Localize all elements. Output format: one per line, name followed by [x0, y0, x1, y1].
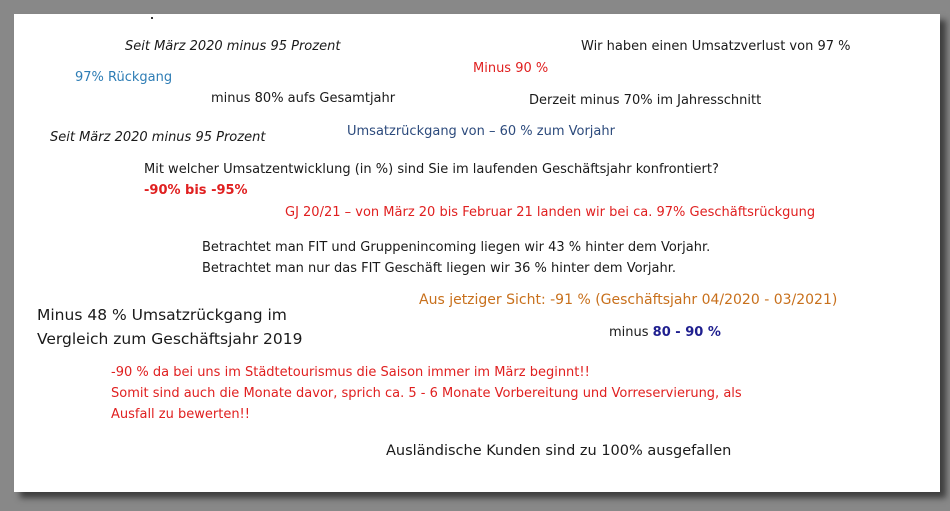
quote-minus-80-gesamtjahr: minus 80% aufs Gesamtjahr — [211, 91, 396, 106]
quote-90-bis-95: -90% bis -95% — [144, 183, 248, 198]
quote-auslaendische-kunden: Ausländische Kunden sind zu 100% ausgefallen — [386, 443, 732, 459]
quote-fit-gruppen-line1: Betrachtet man FIT und Gruppenincoming liegen wir 43 % hinter dem Vorjahr. — [202, 240, 711, 255]
quote-minus-90: Minus 90 % — [473, 61, 549, 76]
quote-minus-80-90-prefix: minus — [609, 325, 653, 340]
quote-seit-maerz-1: Seit März 2020 minus 95 Prozent — [125, 39, 341, 54]
quote-minus-48-line2: Vergleich zum Geschäftsjahr 2019 — [37, 330, 303, 348]
quote-aus-jetziger-sicht: Aus jetziger Sicht: -91 % (Geschäftsjahr 04/2020 - 03/2021) — [419, 292, 838, 308]
quote-board — [14, 14, 940, 492]
quote-minus-48-line1: Minus 48 % Umsatzrückgang im — [37, 306, 287, 324]
quote-seit-maerz-2: Seit März 2020 minus 95 Prozent — [50, 130, 266, 145]
quote-fit-gruppen-line2: Betrachtet man nur das FIT Geschäft liegen wir 36 % hinter dem Vorjahr. — [202, 261, 676, 276]
quote-minus-80-90 — [609, 325, 721, 341]
survey-question: Mit welcher Umsatzentwicklung (in %) sind Sie im laufenden Geschäftsjahr konfrontiert? — [144, 162, 719, 177]
quote-97-rueckgang: 97% Rückgang — [75, 70, 173, 85]
quote-minus-70-jahresschnitt: Derzeit minus 70% im Jahresschnitt — [529, 93, 762, 108]
quote-gj-20-21: GJ 20/21 – von März 20 bis Februar 21 landen wir bei ca. 97% Geschäftsrückgung — [285, 205, 816, 220]
quote-staedtetourismus-line3: Ausfall zu bewerten!! — [111, 407, 250, 422]
stray-dot — [151, 17, 153, 19]
quote-umsatzverlust-97: Wir haben einen Umsatzverlust von 97 % — [581, 39, 851, 54]
quote-minus-80-90-value: 80 - 90 % — [652, 325, 721, 340]
quote-staedtetourismus-line2: Somit sind auch die Monate davor, sprich ca. 5 - 6 Monate Vorbereitung und Vorreservierung, als — [111, 386, 742, 401]
quote-staedtetourismus-line1: -90 % da bei uns im Städtetourismus die Saison immer im März beginnt!! — [111, 365, 590, 380]
quote-umsatzrueckgang-60: Umsatzrückgang von – 60 % zum Vorjahr — [347, 124, 615, 139]
